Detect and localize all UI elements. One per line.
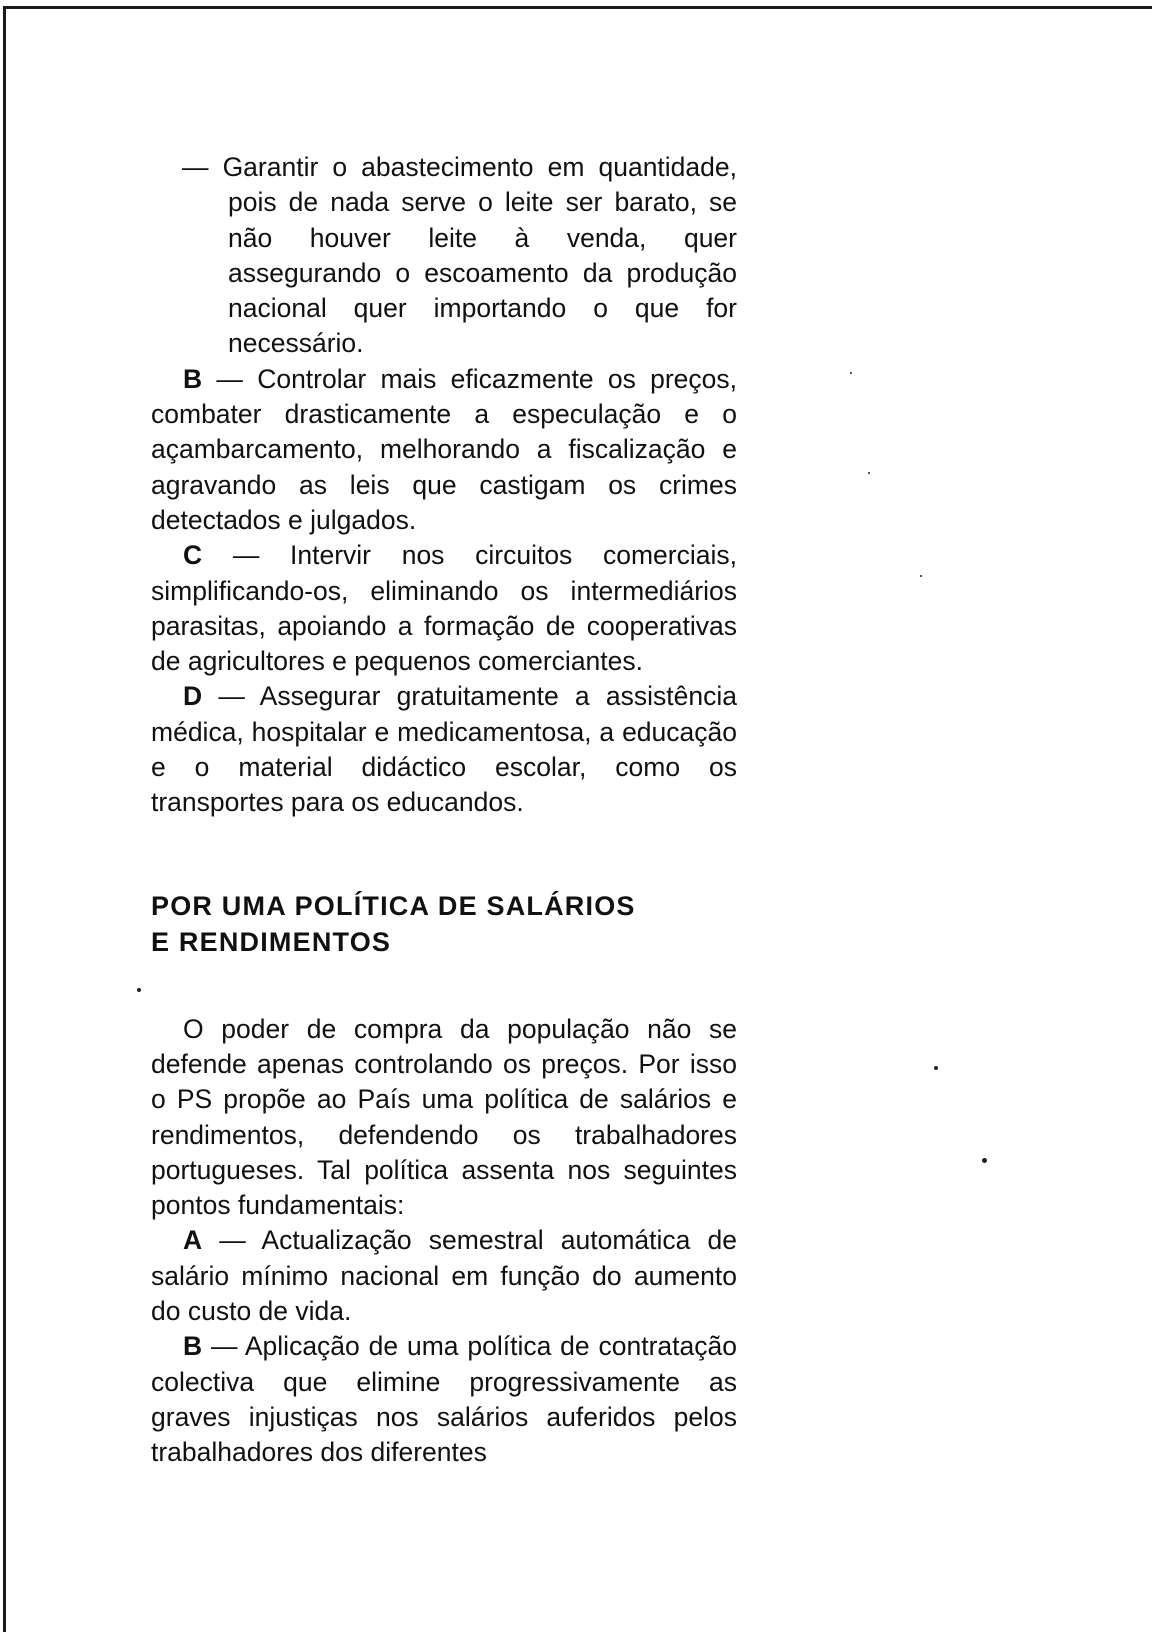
list-item-d-assistance (151, 679, 737, 820)
item-text: — Controlar mais eficazmente os preços, combater drasticamente a especulação e o açambarcamento, melhorando a fiscalização e agravando as leis que castigam os crimes detectados e julgados. (151, 363, 737, 535)
item-letter: C (183, 540, 203, 571)
heading-spacer (151, 960, 737, 1012)
item-text: — Intervir nos circuitos comerciais, simplificando-os, eliminando os intermediários parasitas, apoiando a formação de cooperativas de agricultores e pequenos comerciantes. (151, 540, 737, 677)
scan-speck (137, 988, 141, 992)
list-item-supply (151, 150, 737, 362)
item-letter: D (183, 681, 203, 712)
scan-speck (868, 472, 870, 474)
scan-speck (850, 372, 852, 374)
list-item-a-minimum-wage (151, 1223, 737, 1329)
intro-paragraph: O poder de compra da população não se defende apenas controlando os preços. Por isso o PS propõe ao País uma política de salários e rendimentos, defendendo os trabalhadores portugueses. Tal política assenta nos seguintes pontos fundamentais: (151, 1013, 737, 1221)
item-letter: A (183, 1225, 203, 1256)
list-item-b-prices (151, 362, 737, 538)
item-text: — Aplicação de uma política de contratação colectiva que elimine progressivamente as graves injustiças nos salários auferidos pelos trabalhadores dos diferentes (151, 1331, 737, 1468)
heading-line-2: E RENDIMENTOS (151, 926, 392, 957)
item-text: — Garantir o abastecimento em quantidade, pois de nada serve o leite ser barato, se não houver leite à venda, quer assegurando o escoamento da produção nacional quer importando o que for necessário. (182, 152, 737, 359)
scan-speck (982, 1158, 987, 1163)
list-item-c-circuits (151, 538, 737, 679)
section-spacer (151, 821, 737, 888)
list-item-b-collective-bargaining (151, 1329, 737, 1470)
item-letter: B (183, 1331, 203, 1362)
text-column (151, 150, 737, 1471)
scan-speck (920, 575, 922, 577)
page-border-left (3, 6, 6, 1632)
scan-speck (934, 1066, 938, 1070)
item-text: — Actualização semestral automática de salário mínimo nacional em função do aumento do custo de vida. (151, 1225, 737, 1327)
heading-line-1: POR UMA POLÍTICA DE SALÁRIOS (151, 890, 636, 921)
section-heading (151, 888, 737, 960)
page-border-top (3, 6, 1152, 9)
item-text: — Assegurar gratuitamente a assistência médica, hospitalar e medicamentosa, a educação e o material didáctico escolar, como os transportes para os educandos. (151, 681, 737, 818)
item-letter: B (183, 363, 203, 394)
